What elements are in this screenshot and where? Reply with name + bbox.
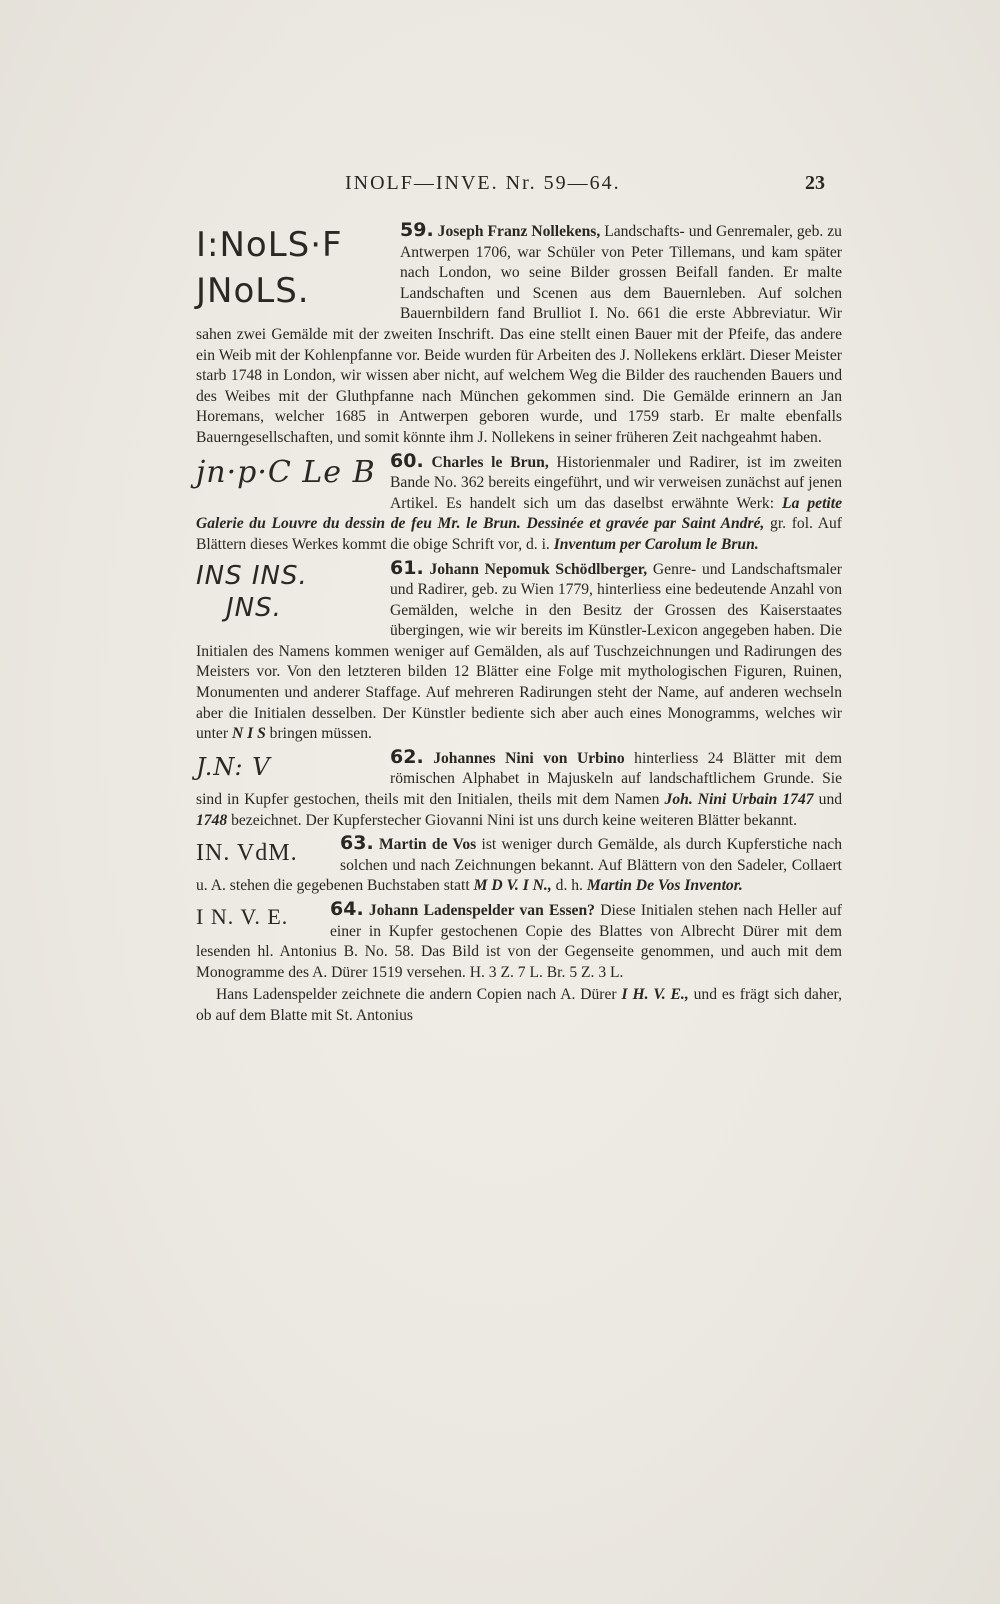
- entry-italic: M D V. I N.,: [473, 877, 552, 895]
- entry-61: [196, 558, 842, 745]
- running-title: INOLF—INVE. Nr. 59—64.: [345, 172, 621, 194]
- entry-body: gr. fol. Auf Blättern dieses Werkes kommt die obige Schrift vor, d. i.: [196, 515, 842, 553]
- artist-name: Johann Ladenspelder van Essen?: [368, 902, 595, 919]
- monogram-line: I:NoLS·F: [196, 225, 343, 265]
- text-column: [196, 220, 842, 1027]
- entry-body: Landschafts- und Genremaler, geb. zu Antwerpen 1706, war Schüler von Peter Tillemans, und kam später nach London, wo seine Bilder grossen Beifall fanden. Er malte Landschaften und Scenen aus dem Bauernleben. Auf solchen Bauernbildern fand Brulliot I. No. 661 die erste Abbreviatur. Wir sahen zwei Gemälde mit der zweiten Inschrift. Das eine stellt einen Bauer mit der Pfeife, das andere ein Weib mit der Kohlenpfanne vor. Beide wurden für Arbeiten des J. Nollekens erklärt. Dieser Meister starb 1748 in London, wir wissen aber nicht, auf welchem Weg die Bilder des rauchenden Bauers und des Weibes mit der Gluthpfanne nach München gekommen sind. Die Gemälde erinnern an Jan Horemans, welcher 1685 in Antwerpen geboren wurde, und 1759 starb. Er malte ebenfalls Bauerngesellschaften, und somit könnte ihm J. Nollekens in seiner früheren Zeit nachgeahmt haben.: [196, 223, 842, 446]
- entry-body: Historienmaler und Radirer, ist im zweiten Bande No. 362 bereits eingeführt, und wir verweisen zunächst auf jenen Artikel. Es handelt sich um das daselbst erwähnte Werk:: [390, 453, 842, 512]
- continuation-text: Hans Ladenspelder zeichnete die andern Copien nach A. Dürer: [216, 986, 617, 1004]
- entry-body: bringen müssen.: [269, 725, 372, 743]
- entry-body: Genre- und Landschaftsmaler und Radirer, geb. zu Wien 1779, hinterliess eine bedeutende Anzahl von Gemälden, welche in den Besitz der Grossen des Kaiserstaates übergingen, wie wir bereits im Künstler-Lexicon angegeben haben. Die Initialen des Namens kommen weniger auf Gemälden, als auf Tuschzeichnungen und Radirungen des Meisters vor. Von den letzteren bilden 12 Blätter eine Folge mit mythologischen Figuren, Ruinen, Monumenten und anderer Staffage. Auf mehreren Radirungen steht der Name, auf anderen wechseln aber die Initialen desselben. Der Künstler bediente sich aber auch eines Monogramms, welches wir unter: [196, 560, 842, 743]
- entry-italic: La petite Galerie du Louvre du dessin de feu Mr. le Brun. Dessinée et gravée par Saint André,: [196, 494, 842, 533]
- entry-body: ist weniger durch Gemälde, als durch Kupferstiche nach solchen und nach Zeichnungen bekannt. Auf Blättern von den Sadeler, Collaert u. A. stehen die gegebenen Buchstaben statt: [196, 836, 842, 895]
- entry-64: [196, 899, 842, 983]
- entry-body: Diese Initialen stehen nach Heller auf einer in Kupfer gestochenen Copie des Blattes von Albrecht Dürer mit dem lesenden hl. Antonius B. No. 58. Das Bild ist von der Gegenseite genommen, und auch mit dem Monogramme des A. Dürer 1519 versehen. H. 3 Z. 7 L. Br. 5 Z. 3 L.: [196, 902, 842, 981]
- monogram-line: jn·p·C Le B: [196, 454, 376, 490]
- entry-italic: Inventum per Carolum le Brun.: [553, 535, 759, 553]
- continuation-italic: I H. V. E.,: [621, 986, 689, 1004]
- entry-63: [196, 833, 842, 897]
- entry-italic: N I S: [231, 725, 266, 743]
- monogram-61: [196, 560, 376, 624]
- continuation-paragraph: [196, 985, 842, 1026]
- entry-italic: Joh. Nini Urbain 1747: [664, 791, 814, 809]
- entry-number: 60.: [390, 449, 424, 472]
- artist-name: Johannes Nini von Urbino: [433, 749, 625, 767]
- monogram-line: I N. V. E.: [196, 904, 289, 929]
- monogram-59: [196, 222, 386, 314]
- monogram-line: JNS.: [226, 592, 282, 623]
- entry-body: hinterliess 24 Blätter mit dem römischen Alphabet in Majuskeln auf landschaftlichem Grunde. Sie sind in Kupfer gestochen, theils mit den Initialen, theils mit dem Namen: [196, 749, 842, 809]
- monogram-line: IN. VdM.: [196, 840, 298, 867]
- artist-name: Martin de Vos: [378, 836, 477, 854]
- entry-59: [196, 220, 842, 449]
- entry-number: 64.: [330, 898, 364, 920]
- entry-body: bezeichnet. Der Kupferstecher Giovanni Nini ist uns durch keine weiteren Blätter bekannt.: [231, 811, 798, 829]
- entry-number: 61.: [390, 556, 424, 579]
- artist-name: Charles le Brun,: [431, 453, 549, 471]
- monogram-line: J.N: V: [196, 752, 271, 781]
- monogram-line: JNoLS.: [196, 271, 310, 311]
- entry-italic: 1748: [196, 811, 228, 829]
- monogram-63: [196, 835, 326, 871]
- entry-body: und: [818, 791, 843, 809]
- entry-number: 59.: [400, 219, 434, 241]
- monogram-line: INS INS.: [196, 560, 308, 591]
- monogram-60: [196, 453, 376, 493]
- monogram-64: [196, 901, 316, 933]
- entry-number: 62.: [390, 745, 424, 768]
- entry-62: [196, 747, 842, 831]
- page-header: [0, 172, 1000, 202]
- entry-italic: Martin De Vos Inventor.: [586, 877, 743, 895]
- entry-number: 63.: [340, 832, 374, 855]
- entry-60: [196, 451, 842, 556]
- monogram-62: [196, 749, 376, 785]
- artist-name: Joseph Franz Nollekens,: [437, 223, 601, 240]
- entry-body: d. h.: [555, 877, 583, 895]
- page-number: 23: [805, 172, 825, 194]
- continuation-text: und es frägt sich daher, ob auf dem Blatte mit St. Antonius: [196, 986, 842, 1024]
- artist-name: Johann Nepomuk Schödlberger,: [429, 560, 648, 578]
